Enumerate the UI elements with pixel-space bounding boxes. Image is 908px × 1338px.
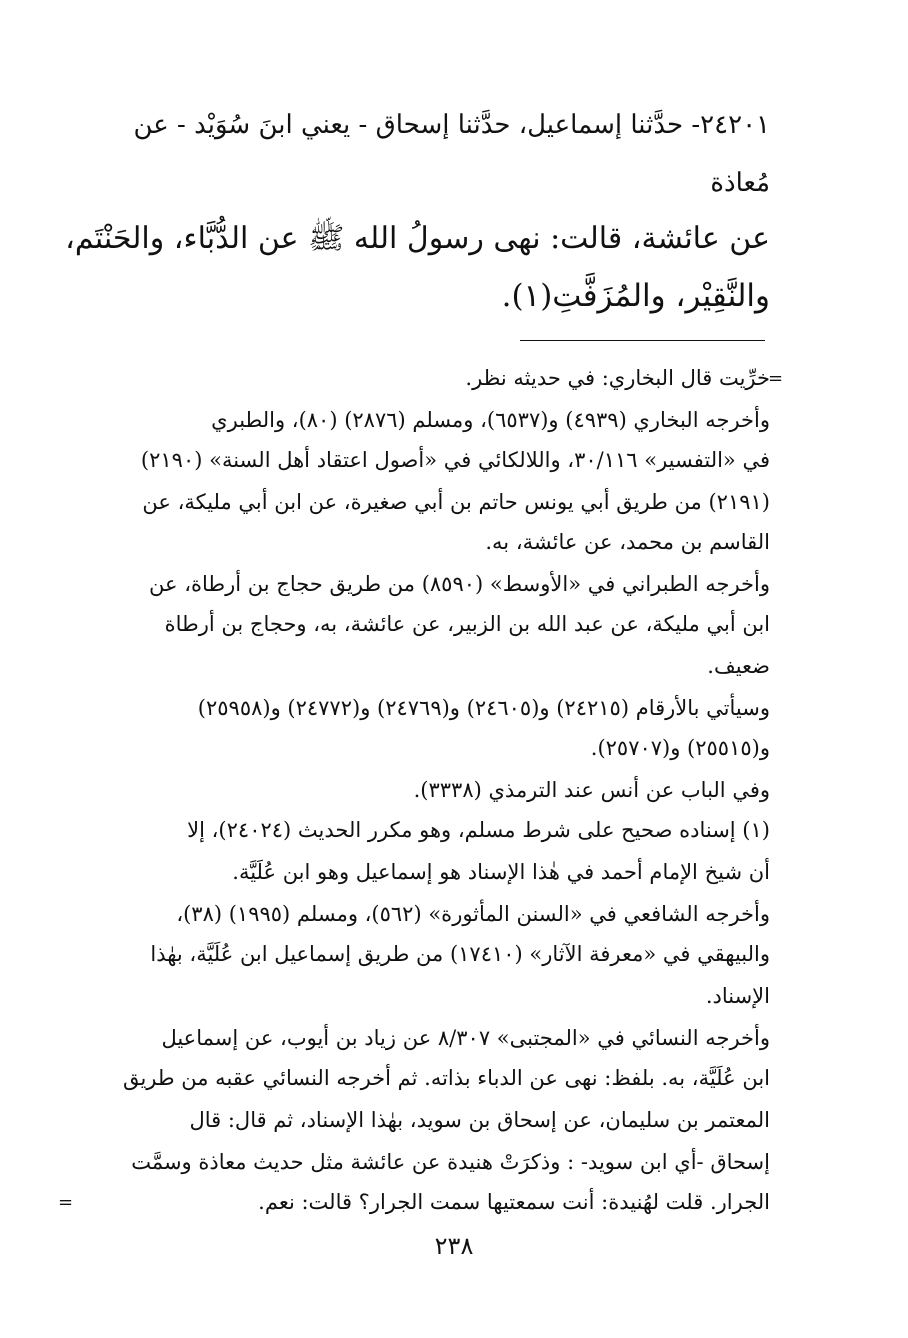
footnote-line: ضعيف. — [707, 654, 770, 678]
footnote-line: في «التفسير» ٣٠/١١٦، واللالكائي في «أصول اعتقاد أهل السنة» (٢١٩٠) — [140, 448, 770, 472]
isnad-line: مُعاذة — [710, 168, 770, 198]
footnote-line: ابن أبي مليكة، عن عبد الله بن الزبير، عن عائشة، به، وحجاج بن أرطاة — [164, 612, 770, 636]
footnote-separator — [520, 340, 765, 341]
footnote-line: أن شيخ الإمام أحمد في هٰذا الإسناد هو إسماعيل وهو ابن عُلَيَّة. — [232, 860, 770, 884]
footnote-line: ابن عُلَيَّة، به. بلفظ: نهى عن الدباء بذاته. ثم أخرجه النسائي عقبه من طريق — [122, 1066, 770, 1090]
footnote-line: إسحاق -أي ابن سويد- : وذكرَتْ هنيدة عن عائشة مثل حديث معاذة وسمَّت — [131, 1150, 770, 1174]
footnote-line: خرِّيت قال البخاري: في حديثه نظر. — [465, 366, 770, 390]
footnote-line: وفي الباب عن أنس عند الترمذي (٣٣٣٨). — [413, 778, 770, 802]
footnote-line: و(٢٥٥١٥) و(٢٥٧٠٧). — [590, 736, 770, 760]
footnote-line: وأخرجه الشافعي في «السنن المأثورة» (٥٦٢)، ومسلم (١٩٩٥) (٣٨)، — [176, 902, 770, 926]
footnote-line: وأخرجه البخاري (٤٩٣٩) و(٦٥٣٧)، ومسلم (٢٨٧٦) (٨٠)، والطبري — [211, 408, 770, 432]
page-number: ٢٣٨ — [434, 1232, 474, 1260]
trailing-continuation-mark: = — [58, 1192, 74, 1213]
continuation-mark: = — [768, 368, 784, 389]
footnote-line: الإسناد. — [705, 984, 770, 1008]
footnote-line: والبيهقي في «معرفة الآثار» (١٧٤١٠) من طريق إسماعيل ابن عُلَيَّة، بهٰذا — [150, 942, 770, 966]
matn-line: والنَّقِيْر، والمُزَفَّتِ(١). — [501, 278, 770, 314]
footnote-line: وأخرجه النسائي في «المجتبى» ٨/٣٠٧ عن زياد بن أيوب، عن إسماعيل — [161, 1026, 770, 1050]
isnad-line: ٢٤٢٠١- حدَّثنا إسماعيل، حدَّثنا إسحاق - يعني ابنَ سُوَيْد - عن — [133, 110, 770, 140]
footnote-line: (٢١٩١) من طريق أبي يونس حاتم بن أبي صغيرة، عن ابن أبي مليكة، عن — [142, 490, 770, 514]
footnote-line: الجرار. قلت لهُنيدة: أنت سمعتيها سمت الجرار؟ قالت: نعم. — [258, 1190, 770, 1214]
footnote-line: وسيأتي بالأرقام (٢٤٢١٥) و(٢٤٦٠٥) و(٢٤٧٦٩) و(٢٤٧٧٢) و(٢٥٩٥٨) — [197, 696, 770, 720]
footnote-line: (١) إسناده صحيح على شرط مسلم، وهو مكرر الحديث (٢٤٠٢٤)، إلا — [187, 818, 770, 842]
matn-line: عن عائشة، قالت: نهى رسولُ الله ﷺ عن الدُّبَّاء، والحَنْتَم، — [65, 221, 770, 256]
footnote-line: المعتمر بن سليمان، عن إسحاق بن سويد، بهٰذا الإسناد، ثم قال: قال — [189, 1108, 770, 1132]
footnote-line: القاسم بن محمد، عن عائشة، به. — [485, 530, 770, 554]
footnote-line: وأخرجه الطبراني في «الأوسط» (٨٥٩٠) من طريق حجاج بن أرطاة، عن — [149, 572, 770, 596]
